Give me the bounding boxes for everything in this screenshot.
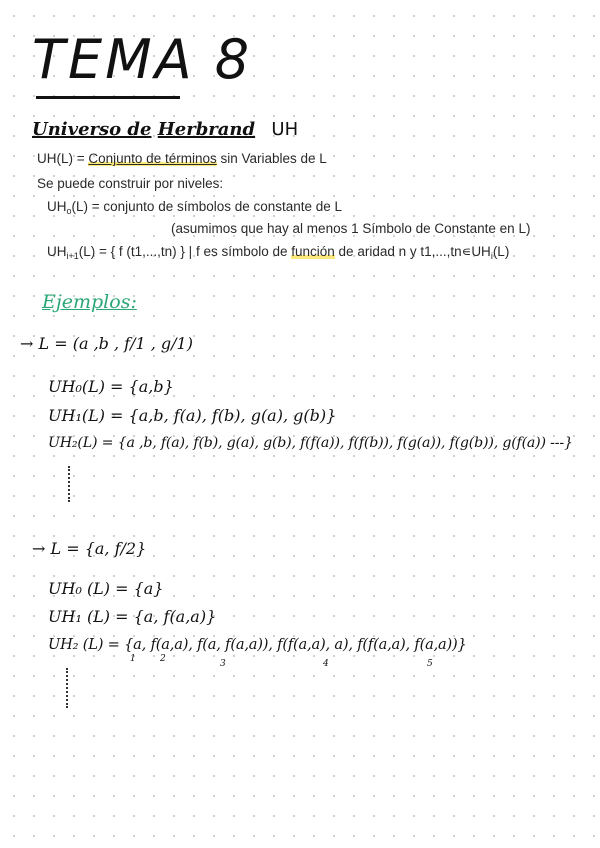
definition-line-1-post: sin Variables de L <box>216 151 327 166</box>
example2-uh1: UH₁ (L) = {a, f(a,a)} <box>48 607 217 626</box>
definition-line-1 <box>37 151 327 166</box>
example2-mark-3: 3 <box>220 659 226 669</box>
example1-uh2: UH₂(L) = {a ,b, f(a), f(b), g(a), g(b), f(f(a)), f(f(b)), f(g(a)), f(g(b)), g(f(a)) ---} <box>48 435 573 451</box>
example2-uh0: UH₀ (L) = {a} <box>48 579 164 598</box>
example2-mark-2: 2 <box>160 654 166 664</box>
example2-uh2: UH₂ (L) = {a, f(a,a), f(a, f(a,a)), f(f(a,a), a), f(f(a,a), f(a,a))} <box>48 636 467 653</box>
definition-line-5-highlight: función <box>291 244 335 259</box>
example1-uh1: UH₁(L) = {a,b, f(a), f(b), g(a), g(b)} <box>48 406 337 425</box>
definition-line-3-a: UH <box>47 199 67 214</box>
example2-mark-1: 1 <box>130 654 136 664</box>
definition-line-2: Se puede construir por niveles: <box>37 176 224 191</box>
section-heading-part1: Universo de <box>32 119 152 140</box>
example2-language: → L = {a, f/2} <box>32 539 147 558</box>
example1-continuation-dots <box>68 466 72 502</box>
section-heading <box>32 119 298 140</box>
definition-line-3-b: (L) = conjunto de símbolos de constante de L <box>71 199 343 214</box>
definition-line-3 <box>47 199 342 216</box>
definition-line-1-pre: UH(L) = <box>37 151 89 166</box>
definition-line-5-sub2: i <box>490 251 493 261</box>
examples-label: Ejemplos: <box>42 291 137 313</box>
definition-line-1-highlight: Conjunto de términos <box>88 151 217 166</box>
definition-line-3-sub: o <box>66 206 72 216</box>
example1-uh0: UH₀(L) = {a,b} <box>48 377 174 396</box>
definition-line-5 <box>47 244 509 261</box>
definition-line-4: (asumimos que hay al menos 1 Símbolo de Constante en L) <box>171 221 531 236</box>
definition-line-5-a: UH <box>47 244 67 259</box>
section-heading-part2: Herbrand <box>157 119 256 140</box>
definition-line-5-sub: i+1 <box>66 251 79 261</box>
title-underline <box>36 96 180 99</box>
definition-line-5-b: (L) = { f (t1,...,tn) } | f es símbolo de <box>78 244 292 259</box>
example1-language: → L = (a ,b , f/1 , g/1) <box>20 334 193 353</box>
definition-line-5-d: (L) <box>492 244 510 259</box>
example2-mark-4: 4 <box>323 659 329 669</box>
definition-line-5-c: de aridad n y t1,...,tn∊UH <box>334 244 491 259</box>
section-heading-suffix: UH <box>271 119 299 140</box>
example2-continuation-dots <box>66 668 70 708</box>
example2-mark-5: 5 <box>427 659 433 669</box>
page-title: TEMA 8 <box>32 28 253 91</box>
